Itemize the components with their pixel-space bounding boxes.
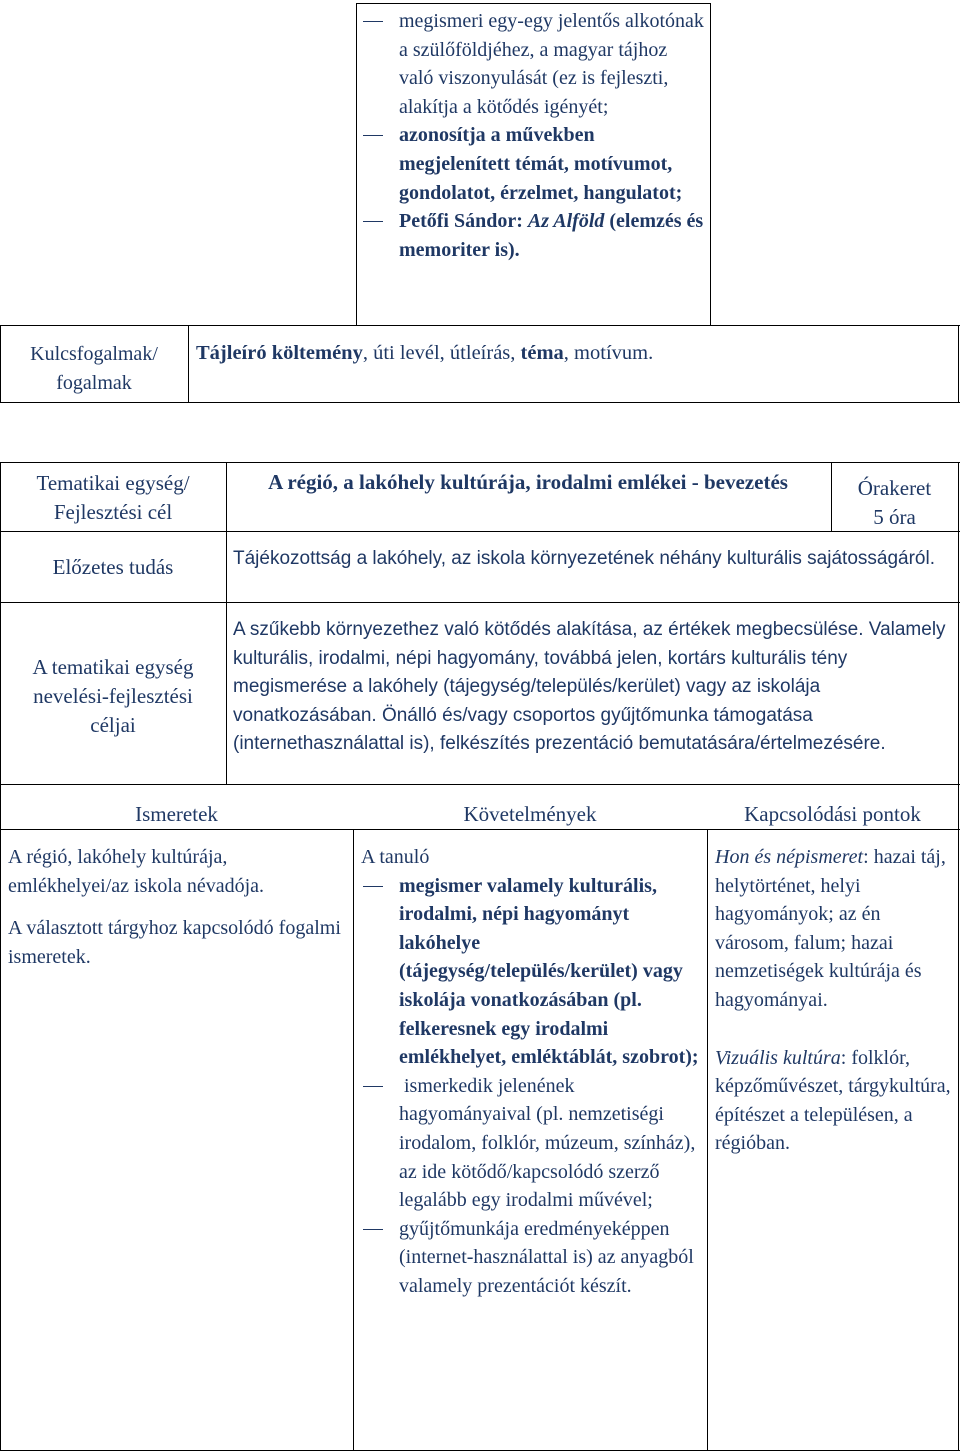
table-border <box>707 829 708 1450</box>
list-item: gyűjtőmunkája eredményeképpen (internet-használattal is) az anyagból valamely prezentációt készít. <box>361 1215 703 1301</box>
list-item: Petőfi Sándor: Az Alföld (elemzés és memoriter is). <box>361 207 706 264</box>
table-border <box>0 602 960 603</box>
table-border <box>710 3 711 325</box>
list-item: megismer valamely kulturális, irodalmi, népi hagyományt lakóhelye (tájegység/település/kerület) vagy iskolája vonatkozásában (pl. felkeresnek egy irodalmi emlékhelyet, emléktáblát, szobrot); <box>361 872 703 1072</box>
prior-knowledge-label: Előzetes tudás <box>52 555 174 579</box>
goals-label: A tematikai egység nevelési-fejlesztési céljai <box>32 655 194 737</box>
table-border <box>0 531 960 532</box>
table-border <box>0 1450 960 1451</box>
list-item: ismerkedik jelenének hagyományaival (pl. nemzetiségi irodalom, folklór, múzeum, színház), az ide kötődő/kapcsolódó szerző legalább egy irodalmi művével; <box>361 1072 703 1215</box>
table-border <box>356 3 711 4</box>
table-border <box>958 325 959 402</box>
links-header: Kapcsolódási pontok <box>744 802 921 826</box>
knowledge-header: Ismeretek <box>135 802 218 826</box>
unit-label: Tematikai egység/ Fejlesztési cél <box>36 471 190 524</box>
table-border <box>0 784 960 785</box>
table-border <box>0 462 1 1450</box>
table-border <box>0 325 960 326</box>
links-cell <box>715 843 955 1158</box>
unit-title: A régió, a lakóhely kultúrája, irodalmi emlékei - bevezetés <box>268 470 788 494</box>
requirements-header: Követelmények <box>463 802 597 826</box>
table-border <box>226 462 227 784</box>
table-border <box>356 3 357 325</box>
links-section: Hon és népismeret: hazai táj, helytörténet, helyi hagyományok; az én városom, falum; hazai nemzetiségek kultúrája és hagyományai. <box>715 846 946 1011</box>
key-concepts-text: Tájleíró költemény, úti levél, útleírás, téma, motívum. <box>196 342 654 364</box>
table-border <box>353 829 354 1450</box>
table-border <box>188 325 189 402</box>
table-border <box>0 462 960 463</box>
competency-list-cell <box>361 7 706 264</box>
knowledge-cell: A régió, lakóhely kultúrája, emlékhelyei/az iskola névadója. A választott tárgyhoz kapcsolódó fogalmi ismeretek. <box>8 846 341 968</box>
table-border <box>958 462 959 1450</box>
table-border <box>0 402 960 403</box>
prior-knowledge-text: Tájékozottság a lakóhely, az iskola környezetének néhány kulturális sajátosságáról. <box>233 548 935 569</box>
key-concepts-label: Kulcsfogalmak/ fogalmak <box>30 343 158 394</box>
hours-cell: Órakeret 5 óra <box>857 476 932 529</box>
goals-text: A szűkebb környezethez való kötődés alakítása, az értékek megbecsülése. Valamely kulturális, irodalmi, népi hagyomány, továbbá jelen, kortárs kulturális tény megismerése a lakóhely (tájegység/település/kerület) vagy az iskolája vonatkozásában. Önálló és/vagy csoportos gyűjtőmunka támogatása (internethasználattal is), felkészítés prezentáció bemutatására/értelmezésére. <box>233 619 946 755</box>
requirements-cell: A tanuló megismer valamely kulturális, irodalmi, népi hagyományt lakóhelye (tájegység/település/kerület) vagy iskolája vonatkozásában (pl. felkeresnek egy irodalmi emlékhelyet, emléktáblát, szobrot); ismerkedik jelenének hagyományaival (pl. nemzetiségi irodalom, folklór, múzeum, színház), az ide kötődő/kapcsolódó szerző legalább egy irodalmi művével; gyűjtőmunkája eredményeképpen (internet-használattal is) az anyagból valamely prezentációt készít. <box>361 843 703 1301</box>
table-border <box>0 829 960 830</box>
links-section: Vizuális kultúra: folklór, képzőművészet, tárgykultúra, építészet a településen, a régióban. <box>715 1046 951 1155</box>
list-item: megismeri egy-egy jelentős alkotónak a szülőföldjéhez, a magyar tájhoz való viszonyulását (ez is fejleszti, alakítja a kötődés igényét; <box>361 7 706 121</box>
list-item: azonosítja a művekben megjelenített témát, motívumot, gondolatot, érzelmet, hangulatot; <box>361 121 706 207</box>
